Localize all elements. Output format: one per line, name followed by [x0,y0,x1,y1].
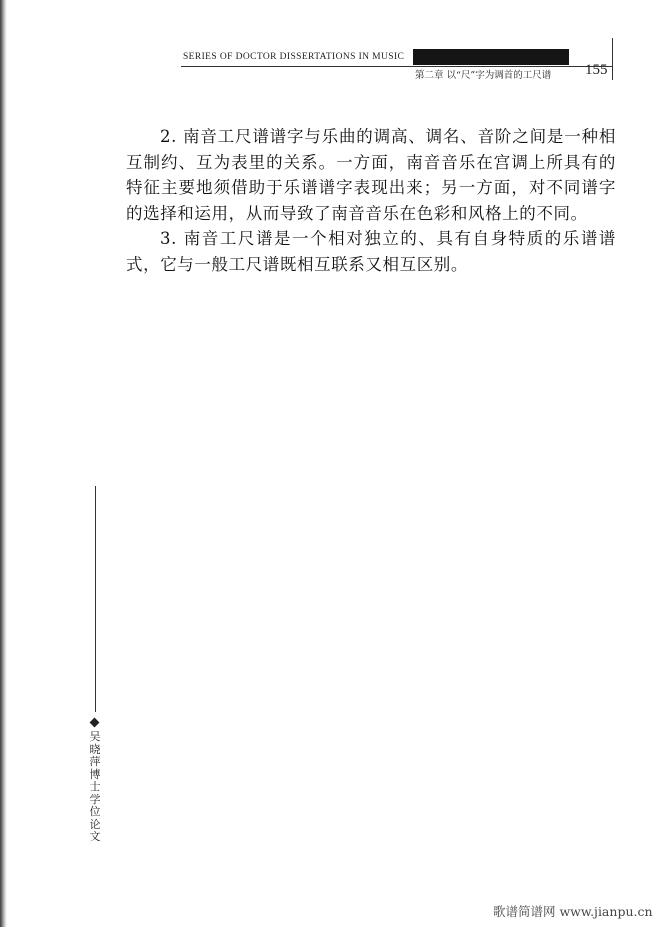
header-black-bar [413,49,569,65]
sidebar-vertical-rule [95,486,96,712]
header-vertical-rule [612,38,613,80]
body-text [126,124,616,277]
series-title: SERIES OF DOCTOR DISSERTATIONS IN MUSIC [183,52,405,62]
paragraph: 3. 南音工尺谱是一个相对独立的、具有自身特质的乐谱谱式，它与一般工尺谱既相互联系又相互区别。 [126,229,616,274]
diamond-icon [90,718,100,728]
paragraph: 2. 南音工尺谱谱字与乐曲的调高、调名、音阶之间是一种相互制约、互为表里的关系。一方面，南音音乐在宫调上所具有的特征主要地须借助于乐谱谱字表现出来；另一方面，对不同谱字的选择和运用，从而导致了南音音乐在色彩和风格上的不同。 [126,127,616,223]
chapter-title: 第二章 以“尺”字为调首的工尺谱 [415,70,552,81]
sidebar-vertical-text: 吴晓萍博士学位论文 [89,730,101,843]
page-edge-shadow [0,0,7,927]
watermark: 歌谱简谱网 www.jianpu.cn [493,904,653,919]
page-number: 155 [585,62,608,78]
